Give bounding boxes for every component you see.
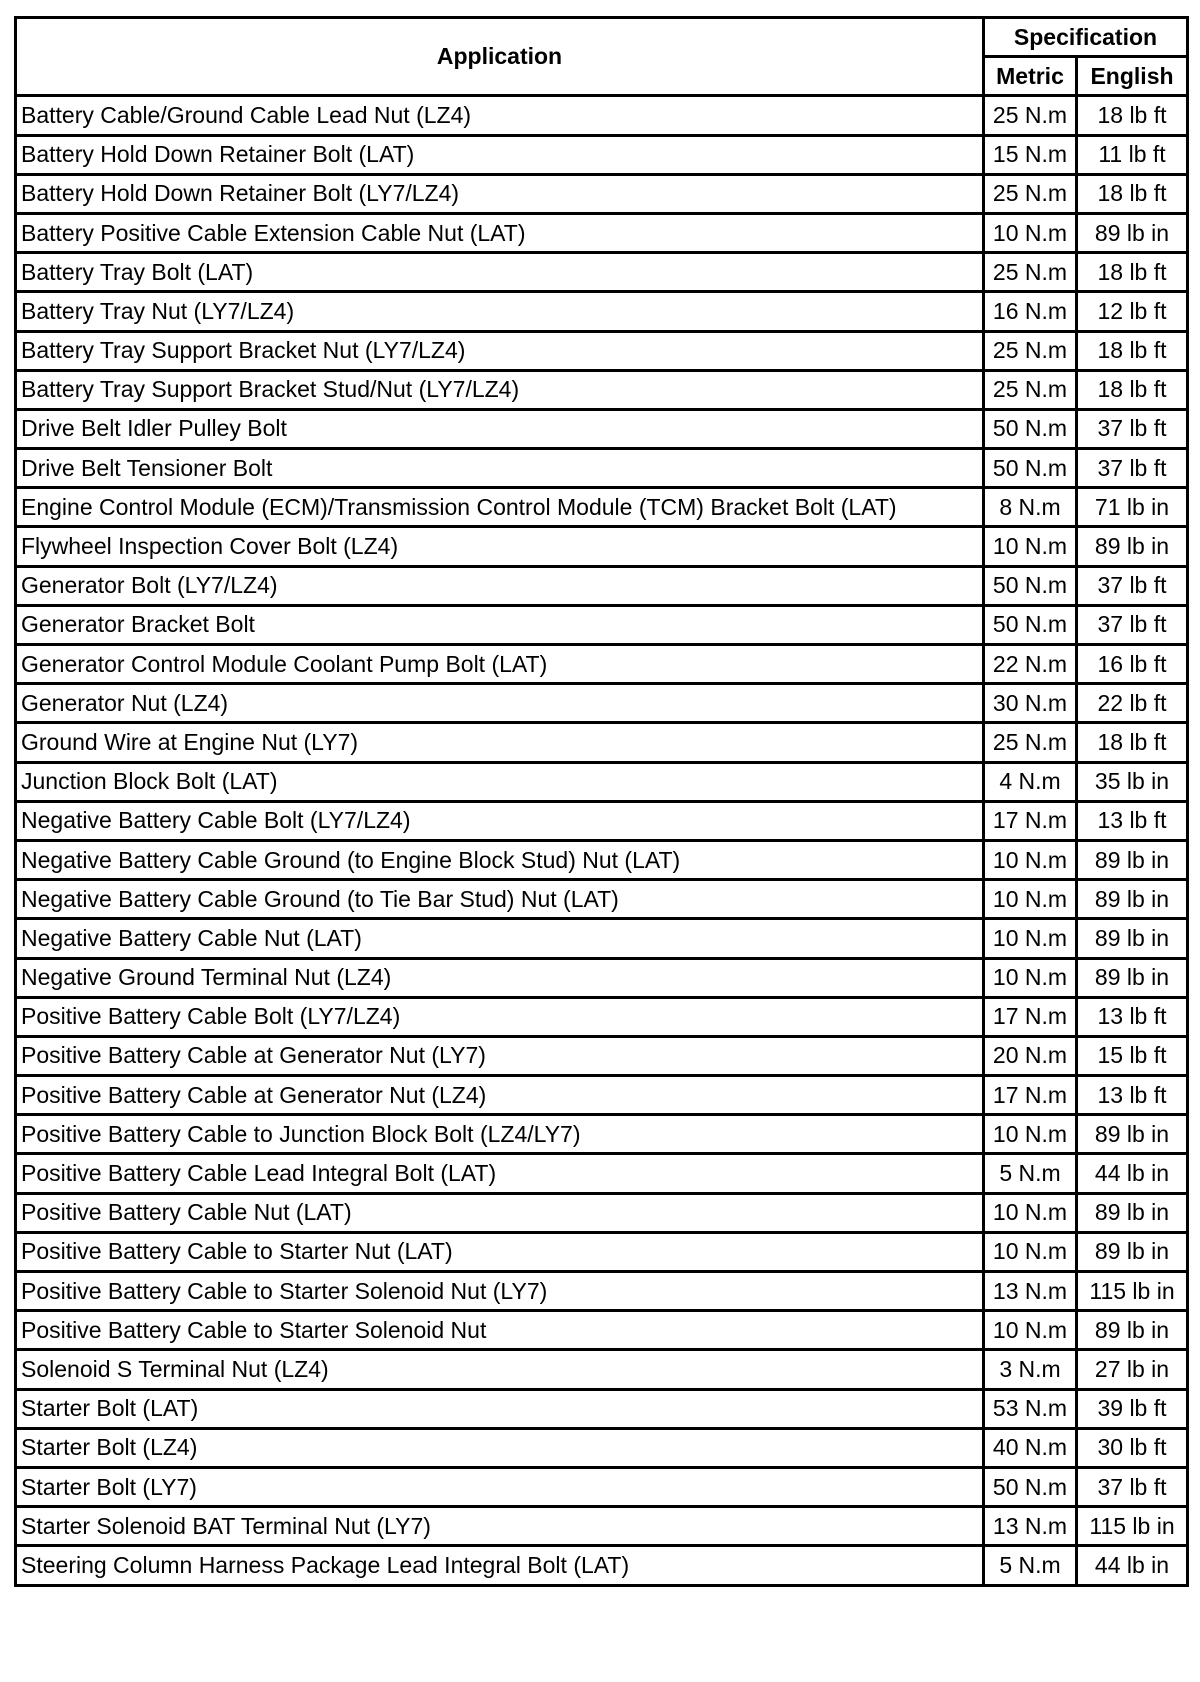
table-row <box>16 135 1188 174</box>
application-cell: Negative Battery Cable Ground (to Tie Bar Stud) Nut (LAT) <box>16 880 984 919</box>
table-row <box>16 1507 1188 1546</box>
application-cell: Generator Nut (LZ4) <box>16 684 984 723</box>
metric-cell: 40 N.m <box>984 1428 1077 1467</box>
table-row <box>16 1232 1188 1271</box>
table-row <box>16 919 1188 958</box>
application-cell: Positive Battery Cable at Generator Nut (LY7) <box>16 1036 984 1075</box>
application-cell: Flywheel Inspection Cover Bolt (LZ4) <box>16 527 984 566</box>
table-row <box>16 958 1188 997</box>
table-row <box>16 292 1188 331</box>
table-row <box>16 370 1188 409</box>
application-cell: Drive Belt Idler Pulley Bolt <box>16 409 984 448</box>
english-cell: 37 lb ft <box>1077 566 1188 605</box>
application-cell: Starter Bolt (LAT) <box>16 1389 984 1428</box>
application-cell: Negative Battery Cable Bolt (LY7/LZ4) <box>16 801 984 840</box>
english-cell: 89 lb in <box>1077 1193 1188 1232</box>
english-cell: 44 lb in <box>1077 1546 1188 1585</box>
application-cell: Positive Battery Cable Nut (LAT) <box>16 1193 984 1232</box>
english-cell: 89 lb in <box>1077 1115 1188 1154</box>
metric-cell: 8 N.m <box>984 488 1077 527</box>
application-cell: Positive Battery Cable to Starter Solenoid Nut <box>16 1311 984 1350</box>
metric-cell: 10 N.m <box>984 1115 1077 1154</box>
application-cell: Positive Battery Cable Bolt (LY7/LZ4) <box>16 997 984 1036</box>
metric-cell: 13 N.m <box>984 1272 1077 1311</box>
english-cell: 11 lb ft <box>1077 135 1188 174</box>
metric-header: Metric <box>984 57 1077 96</box>
metric-cell: 10 N.m <box>984 213 1077 252</box>
table-row <box>16 997 1188 1036</box>
application-cell: Starter Solenoid BAT Terminal Nut (LY7) <box>16 1507 984 1546</box>
metric-cell: 25 N.m <box>984 174 1077 213</box>
application-cell: Battery Tray Support Bracket Nut (LY7/LZ4) <box>16 331 984 370</box>
table-row <box>16 1154 1188 1193</box>
application-cell: Battery Cable/Ground Cable Lead Nut (LZ4) <box>16 96 984 135</box>
application-cell: Negative Battery Cable Nut (LAT) <box>16 919 984 958</box>
table-row <box>16 1193 1188 1232</box>
english-cell: 89 lb in <box>1077 1232 1188 1271</box>
metric-cell: 10 N.m <box>984 1193 1077 1232</box>
metric-cell: 10 N.m <box>984 527 1077 566</box>
english-cell: 27 lb in <box>1077 1350 1188 1389</box>
english-cell: 71 lb in <box>1077 488 1188 527</box>
application-cell: Starter Bolt (LY7) <box>16 1467 984 1506</box>
metric-cell: 16 N.m <box>984 292 1077 331</box>
application-cell: Positive Battery Cable Lead Integral Bolt (LAT) <box>16 1154 984 1193</box>
table-row <box>16 605 1188 644</box>
table-row <box>16 1428 1188 1467</box>
table-row <box>16 1272 1188 1311</box>
english-cell: 12 lb ft <box>1077 292 1188 331</box>
english-cell: 89 lb in <box>1077 958 1188 997</box>
table-row <box>16 1115 1188 1154</box>
table-row <box>16 840 1188 879</box>
application-cell: Battery Positive Cable Extension Cable Nut (LAT) <box>16 213 984 252</box>
metric-cell: 25 N.m <box>984 370 1077 409</box>
application-cell: Battery Tray Nut (LY7/LZ4) <box>16 292 984 331</box>
table-row <box>16 566 1188 605</box>
metric-cell: 10 N.m <box>984 958 1077 997</box>
english-cell: 89 lb in <box>1077 1311 1188 1350</box>
metric-cell: 4 N.m <box>984 762 1077 801</box>
header-row-1 <box>16 18 1188 57</box>
english-cell: 37 lb ft <box>1077 449 1188 488</box>
metric-cell: 25 N.m <box>984 96 1077 135</box>
english-cell: 16 lb ft <box>1077 645 1188 684</box>
metric-cell: 5 N.m <box>984 1546 1077 1585</box>
metric-cell: 30 N.m <box>984 684 1077 723</box>
table-row <box>16 1467 1188 1506</box>
english-cell: 44 lb in <box>1077 1154 1188 1193</box>
application-cell: Engine Control Module (ECM)/Transmission Control Module (TCM) Bracket Bolt (LAT) <box>16 488 984 527</box>
metric-cell: 3 N.m <box>984 1350 1077 1389</box>
metric-cell: 50 N.m <box>984 449 1077 488</box>
metric-cell: 10 N.m <box>984 1232 1077 1271</box>
table-row <box>16 527 1188 566</box>
table-row <box>16 213 1188 252</box>
application-cell: Drive Belt Tensioner Bolt <box>16 449 984 488</box>
application-cell: Junction Block Bolt (LAT) <box>16 762 984 801</box>
table-row <box>16 331 1188 370</box>
english-cell: 37 lb ft <box>1077 605 1188 644</box>
application-cell: Negative Battery Cable Ground (to Engine Block Stud) Nut (LAT) <box>16 840 984 879</box>
metric-cell: 10 N.m <box>984 919 1077 958</box>
fastener-spec-table <box>14 16 1189 1587</box>
metric-cell: 50 N.m <box>984 566 1077 605</box>
english-cell: 22 lb ft <box>1077 684 1188 723</box>
metric-cell: 22 N.m <box>984 645 1077 684</box>
application-cell: Starter Bolt (LZ4) <box>16 1428 984 1467</box>
metric-cell: 10 N.m <box>984 880 1077 919</box>
application-cell: Positive Battery Cable to Junction Block Bolt (LZ4/LY7) <box>16 1115 984 1154</box>
metric-cell: 20 N.m <box>984 1036 1077 1075</box>
english-cell: 18 lb ft <box>1077 331 1188 370</box>
application-header: Application <box>16 18 984 96</box>
english-cell: 115 lb in <box>1077 1272 1188 1311</box>
table-row <box>16 409 1188 448</box>
english-cell: 37 lb ft <box>1077 1467 1188 1506</box>
application-cell: Battery Tray Bolt (LAT) <box>16 253 984 292</box>
metric-cell: 50 N.m <box>984 409 1077 448</box>
table-row <box>16 645 1188 684</box>
english-cell: 13 lb ft <box>1077 1076 1188 1115</box>
table-body <box>16 96 1188 1585</box>
english-cell: 13 lb ft <box>1077 997 1188 1036</box>
metric-cell: 13 N.m <box>984 1507 1077 1546</box>
metric-cell: 53 N.m <box>984 1389 1077 1428</box>
table-row <box>16 1076 1188 1115</box>
table-row <box>16 1389 1188 1428</box>
metric-cell: 17 N.m <box>984 1076 1077 1115</box>
metric-cell: 50 N.m <box>984 1467 1077 1506</box>
table-row <box>16 880 1188 919</box>
english-cell: 89 lb in <box>1077 840 1188 879</box>
application-cell: Generator Bracket Bolt <box>16 605 984 644</box>
application-cell: Negative Ground Terminal Nut (LZ4) <box>16 958 984 997</box>
metric-cell: 10 N.m <box>984 840 1077 879</box>
english-cell: 18 lb ft <box>1077 253 1188 292</box>
table-header <box>16 18 1188 96</box>
english-cell: 115 lb in <box>1077 1507 1188 1546</box>
english-cell: 37 lb ft <box>1077 409 1188 448</box>
english-cell: 18 lb ft <box>1077 96 1188 135</box>
english-cell: 18 lb ft <box>1077 370 1188 409</box>
metric-cell: 25 N.m <box>984 723 1077 762</box>
application-cell: Positive Battery Cable at Generator Nut (LZ4) <box>16 1076 984 1115</box>
table-row <box>16 174 1188 213</box>
english-cell: 35 lb in <box>1077 762 1188 801</box>
table-row <box>16 1350 1188 1389</box>
metric-cell: 25 N.m <box>984 331 1077 370</box>
english-cell: 13 lb ft <box>1077 801 1188 840</box>
metric-cell: 15 N.m <box>984 135 1077 174</box>
metric-cell: 17 N.m <box>984 997 1077 1036</box>
table-row <box>16 96 1188 135</box>
english-cell: 89 lb in <box>1077 527 1188 566</box>
application-cell: Battery Hold Down Retainer Bolt (LY7/LZ4) <box>16 174 984 213</box>
english-cell: 89 lb in <box>1077 880 1188 919</box>
english-cell: 15 lb ft <box>1077 1036 1188 1075</box>
english-header: English <box>1077 57 1188 96</box>
english-cell: 18 lb ft <box>1077 174 1188 213</box>
application-cell: Generator Control Module Coolant Pump Bolt (LAT) <box>16 645 984 684</box>
application-cell: Battery Tray Support Bracket Stud/Nut (LY7/LZ4) <box>16 370 984 409</box>
application-cell: Ground Wire at Engine Nut (LY7) <box>16 723 984 762</box>
specification-header: Specification <box>984 18 1188 57</box>
metric-cell: 17 N.m <box>984 801 1077 840</box>
table-row <box>16 762 1188 801</box>
table-row <box>16 1036 1188 1075</box>
application-cell: Solenoid S Terminal Nut (LZ4) <box>16 1350 984 1389</box>
application-cell: Battery Hold Down Retainer Bolt (LAT) <box>16 135 984 174</box>
application-cell: Positive Battery Cable to Starter Nut (LAT) <box>16 1232 984 1271</box>
table-row <box>16 1311 1188 1350</box>
metric-cell: 5 N.m <box>984 1154 1077 1193</box>
metric-cell: 50 N.m <box>984 605 1077 644</box>
english-cell: 39 lb ft <box>1077 1389 1188 1428</box>
table-row <box>16 1546 1188 1585</box>
table-row <box>16 723 1188 762</box>
metric-cell: 10 N.m <box>984 1311 1077 1350</box>
application-cell: Positive Battery Cable to Starter Solenoid Nut (LY7) <box>16 1272 984 1311</box>
application-cell: Generator Bolt (LY7/LZ4) <box>16 566 984 605</box>
english-cell: 89 lb in <box>1077 213 1188 252</box>
table-row <box>16 449 1188 488</box>
table-row <box>16 253 1188 292</box>
table-row <box>16 488 1188 527</box>
english-cell: 18 lb ft <box>1077 723 1188 762</box>
english-cell: 30 lb ft <box>1077 1428 1188 1467</box>
application-cell: Steering Column Harness Package Lead Integral Bolt (LAT) <box>16 1546 984 1585</box>
table-row <box>16 801 1188 840</box>
metric-cell: 25 N.m <box>984 253 1077 292</box>
table-row <box>16 684 1188 723</box>
english-cell: 89 lb in <box>1077 919 1188 958</box>
